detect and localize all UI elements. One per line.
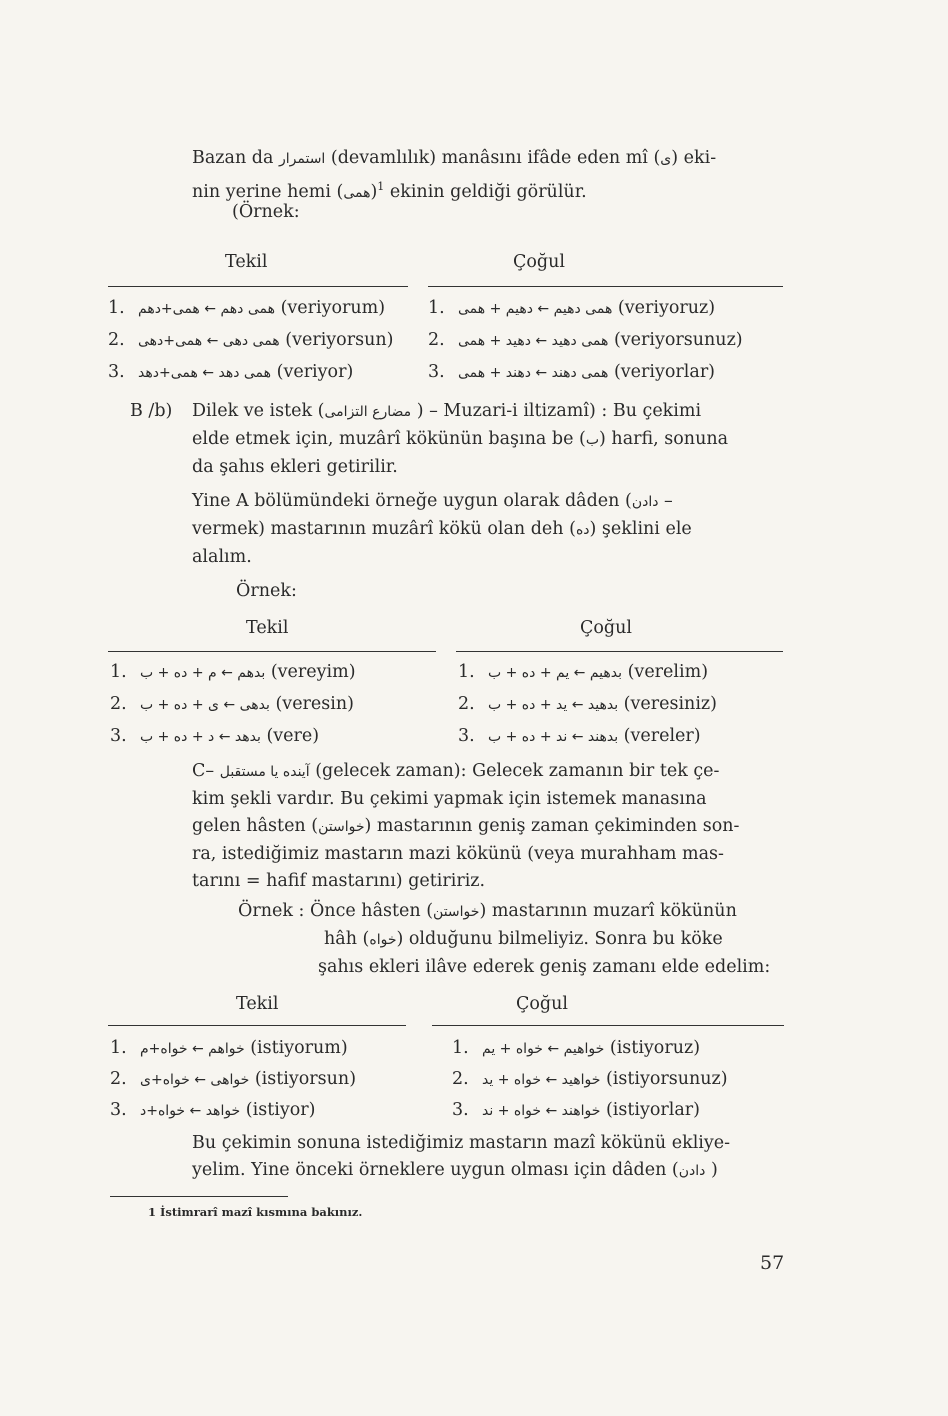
- footnote-marker: 1: [377, 180, 385, 193]
- footnote-rule: [110, 1196, 288, 1197]
- table2-cogul-rule: [456, 651, 783, 652]
- intro-line-1: Bazan da استمرار (devamlılık) manâsını ifâde eden mî (ى) eki-: [192, 148, 717, 168]
- table3-row-2-plural: 2. خواهيد ← خواه + يد (istiyorsunuz): [452, 1069, 728, 1089]
- table3-row-3-singular: 3. خواهد ← خواه+د (istiyor): [110, 1100, 316, 1120]
- footnote: 1 İstimrarî mazî kısmına bakınız.: [148, 1205, 363, 1219]
- table1-row-3-plural: 3. همى دهند ← دهند + همى (veriyorlar): [428, 362, 716, 382]
- table3-row-1-plural: 1. خواهيم ← خواه + يم (istiyoruz): [452, 1038, 701, 1058]
- intro-ornek-label: (Örnek:: [232, 202, 300, 222]
- table1-row-2-plural: 2. همى دهيد ← دهيد + همى (veriyorsunuz): [428, 330, 743, 350]
- table2-row-2-singular: 2. بدهى ← ى + ده + ب (veresin): [110, 694, 354, 714]
- table1-row-1-plural: 1. همى دهيم ← دهيم + همى (veriyoruz): [428, 298, 716, 318]
- closing-paragraph: Bu çekimin sonuna istediğimiz mastarın mazî kökünü ekliye- yelim. Yine önceki örneklere uygun olması için dâden (دادن ): [192, 1133, 731, 1180]
- table3-row-2-singular: 2. خواهى ← خواه+ى (istiyorsun): [110, 1069, 357, 1089]
- table1-cogul-rule: [428, 286, 783, 287]
- page-number: 57: [760, 1252, 785, 1274]
- section-c-paragraph: C– آينده يا مستقبل (gelecek zaman): Gelecek zamanın bir tek çe- kim şekli vardır. Bu çekimi yapmak için istemek manasına gelen hâsten (خواستن) mastarının geniş zaman çekiminden son- ra, istediğimiz mastarın mazi kökünü (veya murahham mas- tarını = hafif mastarını) getiririz.: [192, 761, 740, 891]
- section-b-label: B /b): [130, 401, 173, 421]
- table1-tekil-rule: [108, 286, 408, 287]
- table1-row-2-singular: 2. همى دهى ← همى+دهى (veriyorsun): [108, 330, 394, 350]
- table2-row-3-singular: 3. بدهد ← د + ده + ب (vere): [110, 726, 320, 746]
- table2-cogul-header: Çoğul: [580, 618, 632, 638]
- table2-row-3-plural: 3. بدهند ← ند + ده + ب (vereler): [458, 726, 701, 746]
- table3-tekil-header: Tekil: [236, 994, 279, 1014]
- table1-cogul-header: Çoğul: [513, 252, 565, 272]
- table3-cogul-header: Çoğul: [516, 994, 568, 1014]
- intro-line-2: nin yerine hemi (همى)$^1$ ekinin geldiği görülür.: [192, 180, 587, 202]
- table3-row-1-singular: 1. خواهم ← خواه+م (istiyorum): [110, 1038, 348, 1058]
- section-b-paragraph-1: Dilek ve istek (مضارع التزامى ) – Muzari-i iltizamî) : Bu çekimi elde etmek için, muzârî kökünün başına be (ب) harfi, sonuna da şahıs ekleri getirilir.: [192, 401, 729, 477]
- table2-tekil-header: Tekil: [246, 618, 289, 638]
- table1-tekil-header: Tekil: [225, 252, 268, 272]
- table3-row-3-plural: 3. خواهند ← خواه + ند (istiyorlar): [452, 1100, 700, 1120]
- table1-row-1-singular: 1. همى دهم ← همى+دهم (veriyorum): [108, 298, 386, 318]
- table2-row-1-plural: 1. بدهيم ← يم + ده + ب (verelim): [458, 662, 709, 682]
- table2-tekil-rule: [108, 651, 436, 652]
- table3-tekil-rule: [108, 1025, 406, 1026]
- section-b-ornek-label: Örnek:: [236, 581, 297, 601]
- table2-row-2-plural: 2. بدهيد ← يد + ده + ب (veresiniz): [458, 694, 717, 714]
- section-b-paragraph-2: Yine A bölümündeki örneğe uygun olarak dâden (دادن – vermek) mastarının muzârî kökü olan deh (ده) şeklini ele alalım.: [192, 491, 692, 567]
- table1-row-3-singular: 3. همى دهد ← همى+دهد (veriyor): [108, 362, 354, 382]
- table3-cogul-rule: [432, 1025, 784, 1026]
- table2-row-1-singular: 1. بدهم ← م + ده + ب (vereyim): [110, 662, 356, 682]
- section-c-example: Örnek : Önce hâsten (خواستن) mastarının muzarî kökünün hâh (خواه) olduğunu bilmeliyiz. Sonra bu köke şahıs ekleri ilâve ederek geniş zamanı elde edelim:: [238, 901, 771, 977]
- intro-paragraph: [192, 145, 784, 207]
